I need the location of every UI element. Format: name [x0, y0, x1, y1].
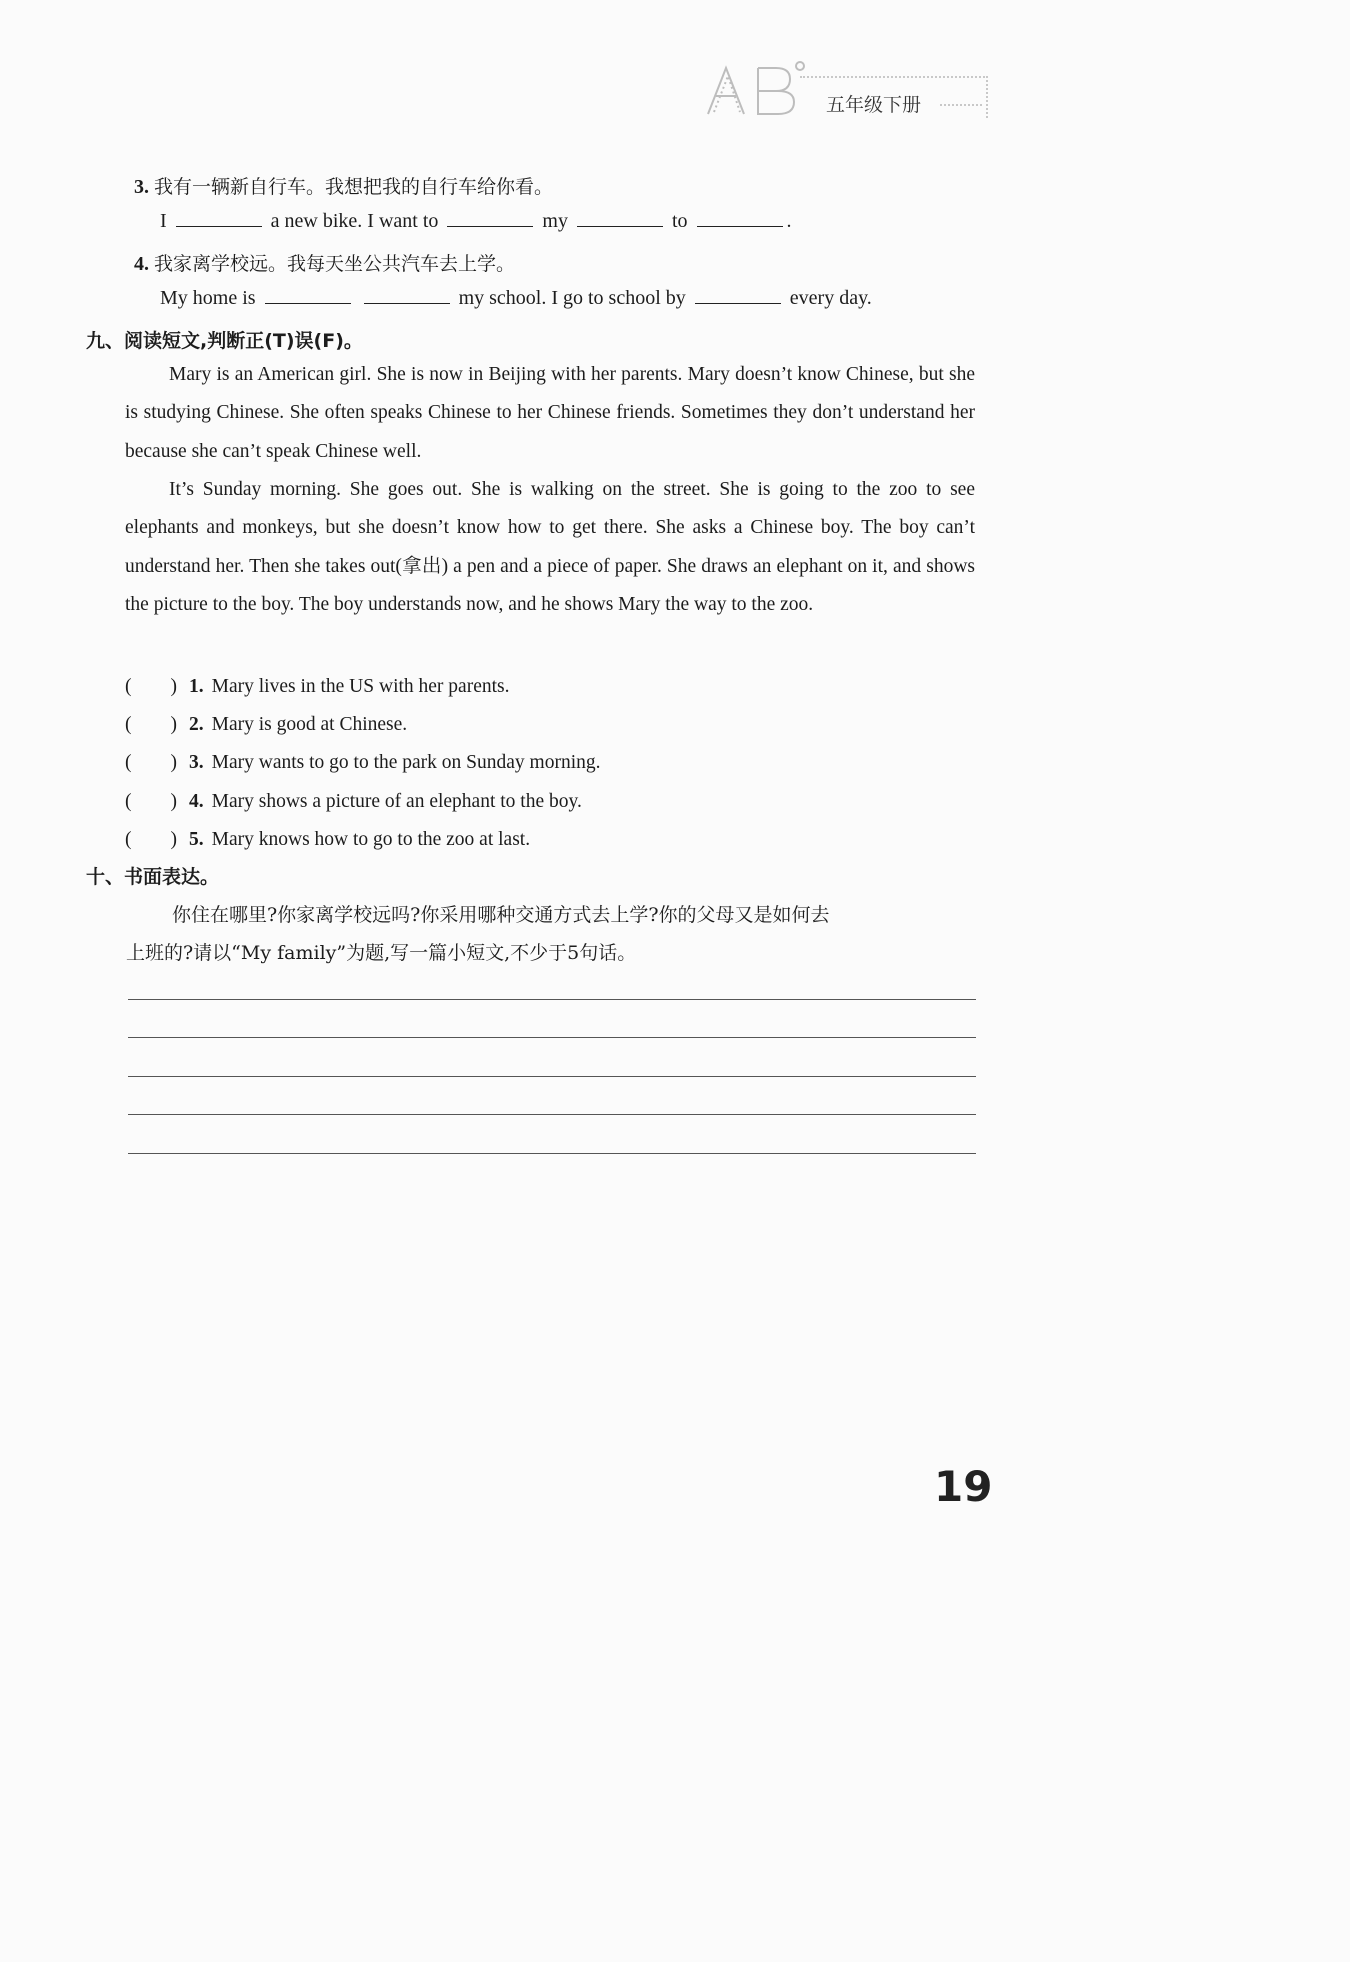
answer-blank[interactable] [447, 210, 533, 227]
true-false-question-1: ( ) 1. Mary lives in the US with her parents. [125, 670, 510, 698]
answer-parentheses[interactable]: ( ) [125, 752, 177, 773]
reading-section-title: 九、阅读短文,判断正(T)误(F)。 [86, 330, 363, 352]
answer-parentheses[interactable]: ( ) [125, 829, 177, 850]
writing-answer-line[interactable] [128, 1076, 976, 1077]
writing-prompt-line-1: 你住在哪里?你家离学校远吗?你采用哪种交通方式去上学?你的父母又是如何去 [172, 904, 830, 926]
writing-prompt-line-2: 上班的?请以“My family”为题,写一篇小短文,不少于5句话。 [126, 942, 637, 964]
answer-blank[interactable] [697, 210, 783, 227]
true-false-question-4: ( ) 4. Mary shows a picture of an elephant to the boy. [125, 785, 582, 813]
grade-label: 五年级下册 [826, 94, 922, 116]
answer-parentheses[interactable]: ( ) [125, 791, 177, 812]
writing-answer-line[interactable] [128, 999, 976, 1000]
answer-parentheses[interactable]: ( ) [125, 676, 177, 697]
page-number: 19 [934, 1462, 993, 1511]
fill-question-3-prompt: 3. 我有一辆新自行车。我想把我的自行车给你看。 [134, 176, 554, 198]
reading-paragraph-2: It’s Sunday morning. She goes out. She is walking on the street. She is going to the zoo to see elephants and monkeys, but she doesn’t know how to get there. She asks a Chinese boy. The boy can’t understand her. Then she takes out(拿出) a pen and a piece of paper. She draws an elephant on it, and shows the picture to the boy. The boy understands now, and he shows Mary the way to the zoo. [125, 479, 975, 616]
answer-parentheses[interactable]: ( ) [125, 714, 177, 735]
grade-dotted-rule [940, 104, 982, 106]
fill-question-3-sentence: I a new bike. I want to my to . [160, 210, 792, 232]
fill-question-4-sentence: My home is my school. I go to school by every day. [160, 287, 872, 309]
ab-logo-icon [700, 58, 810, 120]
true-false-question-3: ( ) 3. Mary wants to go to the park on Sunday morning. [125, 746, 601, 774]
writing-answer-line[interactable] [128, 1153, 976, 1154]
answer-blank[interactable] [364, 287, 450, 304]
writing-section-title: 十、书面表达。 [86, 866, 220, 888]
answer-blank[interactable] [695, 287, 781, 304]
answer-blank[interactable] [176, 210, 262, 227]
true-false-question-2: ( ) 2. Mary is good at Chinese. [125, 708, 407, 736]
answer-blank[interactable] [265, 287, 351, 304]
answer-blank[interactable] [577, 210, 663, 227]
fill-question-4-prompt: 4. 我家离学校远。我每天坐公共汽车去上学。 [134, 253, 516, 275]
reading-paragraph-1: Mary is an American girl. She is now in Beijing with her parents. Mary doesn’t know Chinese, but she is studying Chinese. She often speaks Chinese to her Chinese friends. Sometimes they don’t understand her because she can’t speak Chinese well. [125, 364, 975, 462]
writing-answer-line[interactable] [128, 1037, 976, 1038]
true-false-question-5: ( ) 5. Mary knows how to go to the zoo at last. [125, 823, 530, 851]
writing-answer-line[interactable] [128, 1114, 976, 1115]
